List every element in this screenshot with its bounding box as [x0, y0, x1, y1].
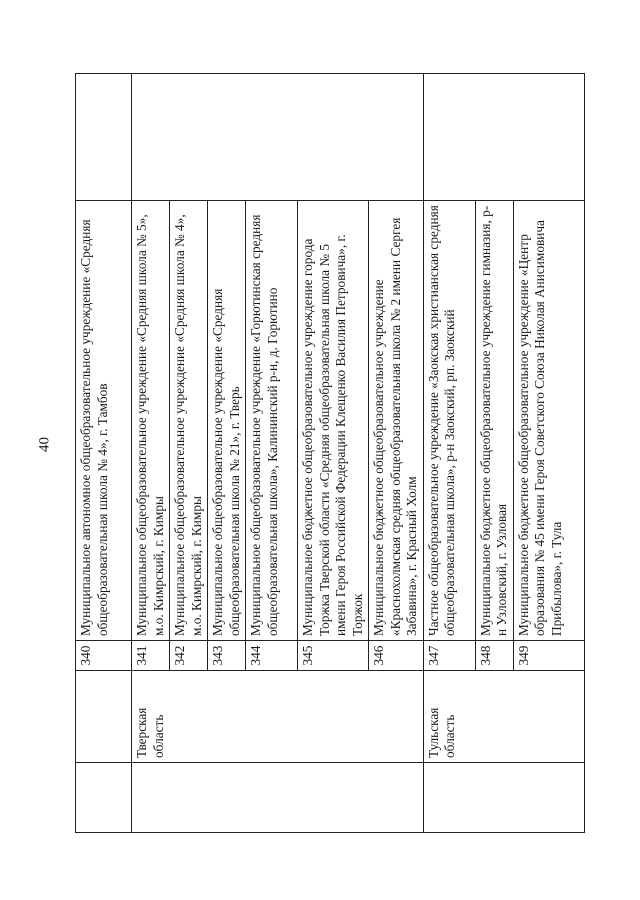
row-number: 346: [369, 641, 424, 671]
row-number: 345: [298, 641, 369, 671]
rotated-table-wrapper: [75, 73, 585, 833]
blank-cell: [423, 74, 585, 201]
row-number: 343: [208, 641, 246, 671]
school-name: Частное общеобразовательное учреждение «Заокская христианская средняя общеобразовательная школа», р-н Заокский, рп. Заокский: [423, 201, 475, 641]
table-row: [76, 74, 132, 833]
school-name: Муниципальное общеобразовательное учреждение «Средняя школа № 4», м.о. Кимрский, г. Кимры: [170, 201, 208, 641]
row-number: 347: [423, 641, 475, 671]
row-number: 340: [76, 641, 132, 671]
blank-cell: [132, 74, 424, 201]
blank-cell: [423, 763, 585, 833]
region-cell: Тульская область: [423, 671, 585, 763]
school-name: Муниципальное автономное общеобразовательное учреждение «Средняя общеобразовательная школа № 4», г. Тамбов: [76, 201, 132, 641]
row-number: 349: [513, 641, 585, 671]
school-name: Муниципальное бюджетное общеобразовательное учреждение «Краснохолмская средняя общеобразовательная школа № 2 имени Сергея Забавина», г. Красный Холм: [369, 201, 424, 641]
blank-cell: [76, 763, 132, 833]
row-number: 344: [246, 641, 298, 671]
school-name: Муниципальное общеобразовательное учреждение «Горютинская средняя общеобразовательная школа», Калининский р-н, д. Горютино: [246, 201, 298, 641]
table-row: [132, 74, 170, 833]
school-name: Муниципальное бюджетное общеобразовательное учреждение «Центр образования № 45 имени Героя Советского Союза Николая Анисимовича Прибылова», г. Тула: [513, 201, 585, 641]
blank-cell: [132, 763, 424, 833]
table-row: [423, 74, 475, 833]
blank-cell: [76, 74, 132, 201]
school-name: Муниципальное общеобразовательное учреждение «Средняя школа № 5», м.о. Кимрский, г. Кимры: [132, 201, 170, 641]
school-name: Муниципальное бюджетное общеобразовательное учреждение гимназия, р-н Узловский, г. Узловая: [475, 201, 513, 641]
school-name: Муниципальное общеобразовательное учреждение «Средняя общеобразовательная школа № 21», г. Тверь: [208, 201, 246, 641]
page-number: 40: [36, 437, 53, 452]
region-cell: [76, 671, 132, 763]
schools-table: [75, 73, 585, 833]
row-number: 342: [170, 641, 208, 671]
school-name: Муниципальное бюджетное общеобразовательное учреждение города Торжка Тверской области «Средняя общеобразовательная школа № 5 имени Героя Российской Федерации Клещенко Василия Петровича», г. Торжок: [298, 201, 369, 641]
region-cell: Тверская область: [132, 671, 424, 763]
row-number: 341: [132, 641, 170, 671]
row-number: 348: [475, 641, 513, 671]
